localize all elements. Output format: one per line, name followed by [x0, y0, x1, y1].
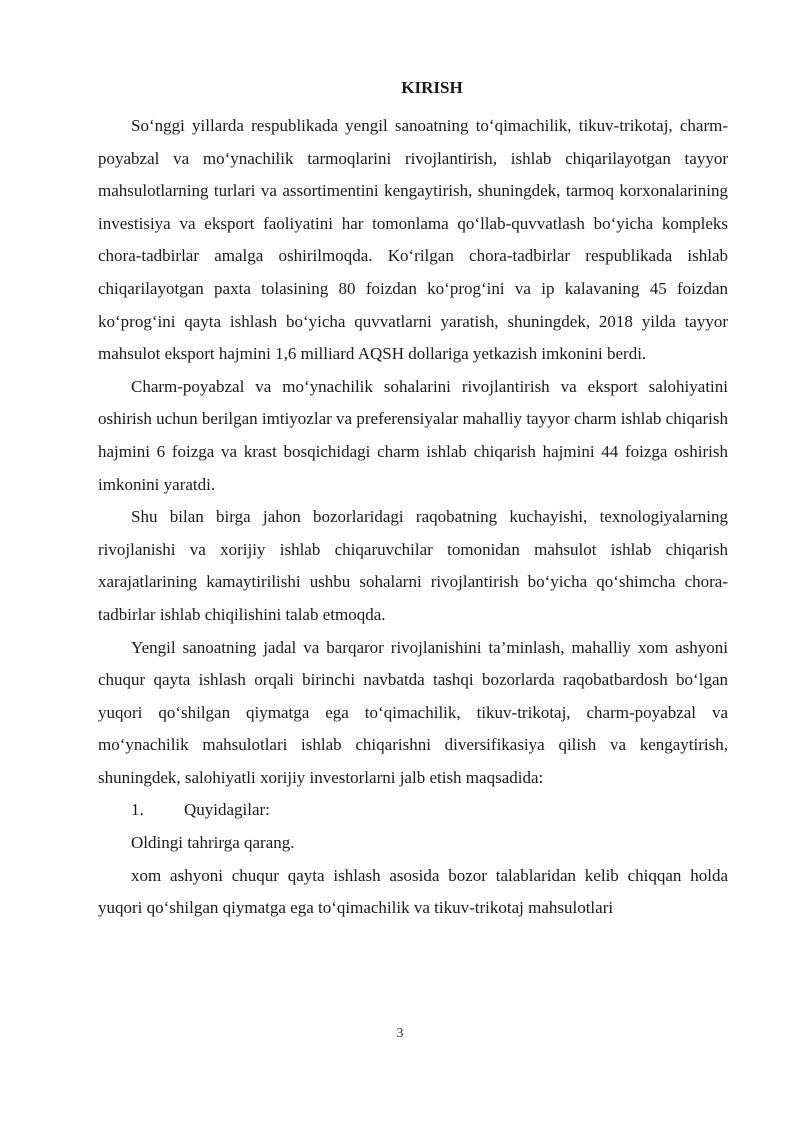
paragraph-4: Yengil sanoatning jadal va barqaror rivojlanishini ta’minlash, mahalliy xom ashyoni chuqur qayta ishlash orqali birinchi navbatda tashqi bozorlarda raqobatbardosh bo‘lgan yuqori qo‘shilgan qiymatga ega to‘qimachilik, tikuv-trikotaj, charm-poyabzal va mo‘ynachilik mahsulotlari ishlab chiqarishni diversifikasiya qilish va kengaytirish, shuningdek, salohiyatli xorijiy investorlarni jalb etish maqsadida: [98, 637, 728, 787]
edition-note: Oldingi tahrirga qarang. [131, 833, 295, 853]
paragraph-3: Shu bilan birga jahon bozorlaridagi raqobatning kuchayishi, texnologiyalarning rivojlanishi va xorijiy ishlab chiqaruvchilar tomonidan mahsulot ishlab chiqarish xarajatlarining kamaytirilishi ushbu sohalarni rivojlantirish bo‘yicha qo‘shimcha chora-tadbirlar ishlab chiqilishini talab etmoqda. [98, 507, 728, 624]
list-item-text: Quyidagilar: [184, 800, 270, 820]
page-number: 3 [396, 1026, 404, 1041]
list-item [98, 794, 728, 827]
paragraph-2: Charm-poyabzal va mo‘ynachilik sohalarini rivojlantirish va eksport salohiyatini oshirish uchun berilgan imtiyozlar va preferensiyalar mahalliy tayyor charm ishlab chiqarish hajmini 6 foizga va krast bosqichidagi charm ishlab chiqarish hajmini 44 foizga oshirish imkonini yaratdi. [98, 376, 728, 494]
document-title: KIRISH [401, 78, 463, 97]
list-item-number: 1. [131, 800, 144, 820]
final-paragraph: xom ashyoni chuqur qayta ishlash asosida bozor talablaridan kelib chiqqan holda yuqori qo‘shilgan qiymatga ega to‘qimachilik va tikuv-trikotaj mahsulotlari [98, 865, 728, 918]
document-page [98, 70, 728, 925]
paragraph-1: So‘nggi yillarda respublikada yengil sanoatning to‘qimachilik, tikuv-trikotaj, charm-poyabzal va mo‘ynachilik tarmoqlarini rivojlantirish, ishlab chiqarilayotgan tayyor mahsulotlarning turlari va assortimentini kengaytirish, shuningdek, tarmoq korxonalarining investisiya va eksport faoliyatini har tomonlama qo‘llab-quvvatlash bo‘yicha kompleks chora-tadbirlar amalga oshirilmoqda. Ko‘rilgan chora-tadbirlar respublikada ishlab chiqarilayotgan paxta tolasining 80 foizdan ko‘prog‘ini va ip kalavaning 45 foizdan ko‘prog‘ini qayta ishlash bo‘yicha quvvatlarni yaratish, shuningdek, 2018 yilda tayyor mahsulot eksport hajmini 1,6 milliard AQSH dollariga yetkazish imkonini berdi. [98, 116, 728, 364]
